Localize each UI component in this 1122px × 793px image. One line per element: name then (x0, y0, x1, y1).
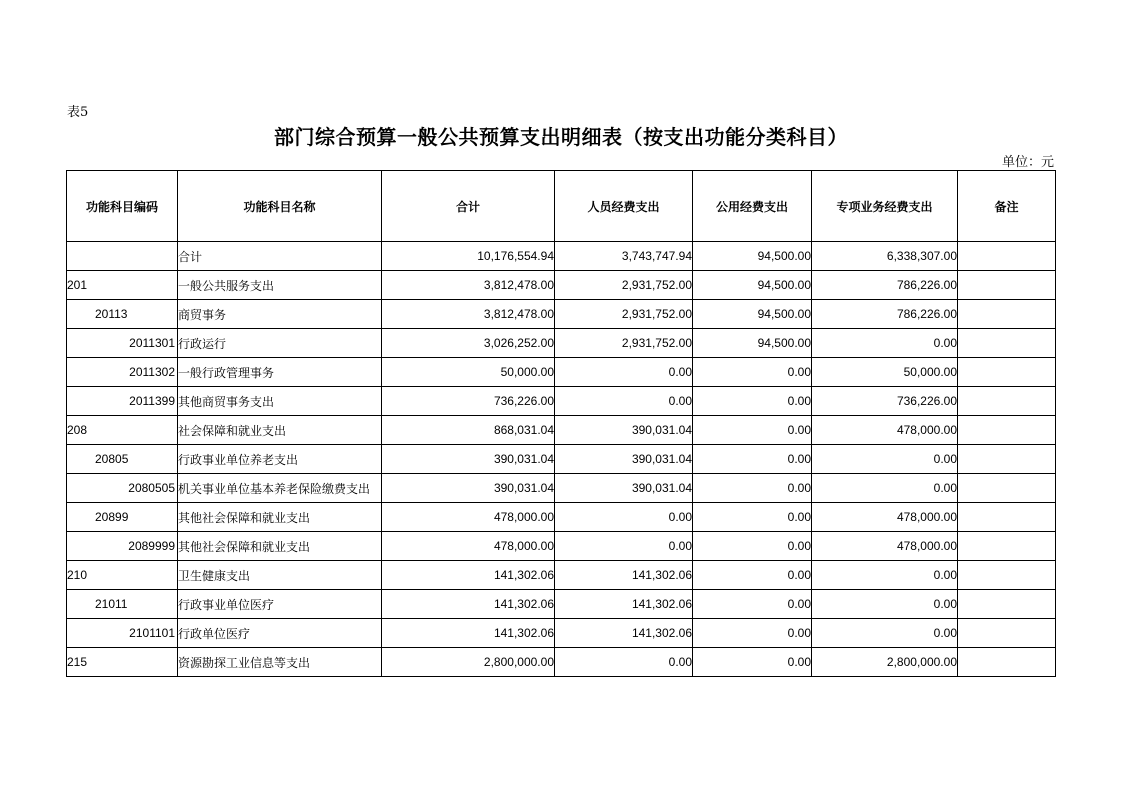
row-special: 736,226.00 (812, 387, 958, 416)
row-name: 资源勘探工业信息等支出 (178, 648, 382, 677)
row-special: 478,000.00 (812, 416, 958, 445)
row-public: 94,500.00 (693, 242, 812, 271)
row-name: 其他社会保障和就业支出 (178, 503, 382, 532)
row-remark (958, 300, 1056, 329)
row-name: 合计 (178, 242, 382, 271)
row-public: 0.00 (693, 358, 812, 387)
row-name: 卫生健康支出 (178, 561, 382, 590)
row-remark (958, 358, 1056, 387)
header-code: 功能科目编码 (67, 171, 178, 242)
table-row (67, 242, 1056, 271)
row-special: 0.00 (812, 619, 958, 648)
row-total: 141,302.06 (382, 619, 555, 648)
row-special: 50,000.00 (812, 358, 958, 387)
table-row (67, 619, 1056, 648)
row-personnel: 390,031.04 (555, 445, 693, 474)
row-remark (958, 242, 1056, 271)
row-code: 201 (67, 271, 178, 300)
row-total: 141,302.06 (382, 590, 555, 619)
row-total: 868,031.04 (382, 416, 555, 445)
row-public: 0.00 (693, 416, 812, 445)
table-row (67, 329, 1056, 358)
row-personnel: 0.00 (555, 648, 693, 677)
row-personnel: 390,031.04 (555, 474, 693, 503)
table-row (67, 358, 1056, 387)
row-personnel: 0.00 (555, 358, 693, 387)
row-total: 3,812,478.00 (382, 271, 555, 300)
row-name: 社会保障和就业支出 (178, 416, 382, 445)
row-special: 6,338,307.00 (812, 242, 958, 271)
row-total: 390,031.04 (382, 474, 555, 503)
row-code: 2101101 (67, 619, 178, 648)
row-personnel: 141,302.06 (555, 619, 693, 648)
row-total: 3,026,252.00 (382, 329, 555, 358)
table-header-row (67, 171, 1056, 242)
row-public: 0.00 (693, 619, 812, 648)
row-name: 行政单位医疗 (178, 619, 382, 648)
row-code: 20805 (67, 445, 178, 474)
table-row (67, 503, 1056, 532)
row-code: 2011301 (67, 329, 178, 358)
row-total: 478,000.00 (382, 532, 555, 561)
row-code (67, 242, 178, 271)
row-personnel: 0.00 (555, 503, 693, 532)
table-row (67, 271, 1056, 300)
table-row (67, 387, 1056, 416)
row-public: 0.00 (693, 503, 812, 532)
row-personnel: 0.00 (555, 532, 693, 561)
row-public: 0.00 (693, 387, 812, 416)
row-total: 10,176,554.94 (382, 242, 555, 271)
row-name: 一般公共服务支出 (178, 271, 382, 300)
row-name: 其他商贸事务支出 (178, 387, 382, 416)
row-code: 20899 (67, 503, 178, 532)
row-name: 机关事业单位基本养老保险缴费支出 (178, 474, 382, 503)
header-personnel: 人员经费支出 (555, 171, 693, 242)
row-name: 商贸事务 (178, 300, 382, 329)
row-total: 478,000.00 (382, 503, 555, 532)
row-remark (958, 648, 1056, 677)
row-personnel: 2,931,752.00 (555, 271, 693, 300)
row-total: 50,000.00 (382, 358, 555, 387)
row-total: 390,031.04 (382, 445, 555, 474)
unit-label: 单位：元 (1001, 155, 1054, 170)
row-special: 786,226.00 (812, 271, 958, 300)
row-special: 0.00 (812, 445, 958, 474)
row-name: 行政事业单位养老支出 (178, 445, 382, 474)
row-personnel: 0.00 (555, 387, 693, 416)
row-special: 2,800,000.00 (812, 648, 958, 677)
row-name: 其他社会保障和就业支出 (178, 532, 382, 561)
row-remark (958, 416, 1056, 445)
table-row (67, 532, 1056, 561)
row-public: 0.00 (693, 561, 812, 590)
row-special: 478,000.00 (812, 503, 958, 532)
row-personnel: 2,931,752.00 (555, 329, 693, 358)
row-public: 94,500.00 (693, 271, 812, 300)
row-total: 2,800,000.00 (382, 648, 555, 677)
row-total: 736,226.00 (382, 387, 555, 416)
row-total: 141,302.06 (382, 561, 555, 590)
row-remark (958, 387, 1056, 416)
row-public: 0.00 (693, 532, 812, 561)
table-row (67, 445, 1056, 474)
row-personnel: 3,743,747.94 (555, 242, 693, 271)
row-public: 94,500.00 (693, 329, 812, 358)
row-remark (958, 445, 1056, 474)
row-personnel: 141,302.06 (555, 590, 693, 619)
header-special: 专项业务经费支出 (812, 171, 958, 242)
row-name: 行政事业单位医疗 (178, 590, 382, 619)
row-public: 0.00 (693, 590, 812, 619)
row-code: 215 (67, 648, 178, 677)
row-name: 行政运行 (178, 329, 382, 358)
row-remark (958, 503, 1056, 532)
row-remark (958, 619, 1056, 648)
row-public: 94,500.00 (693, 300, 812, 329)
row-code: 208 (67, 416, 178, 445)
row-personnel: 141,302.06 (555, 561, 693, 590)
row-remark (958, 271, 1056, 300)
row-code: 210 (67, 561, 178, 590)
row-special: 786,226.00 (812, 300, 958, 329)
header-remark: 备注 (958, 171, 1056, 242)
table-row (67, 648, 1056, 677)
row-personnel: 390,031.04 (555, 416, 693, 445)
row-code: 2011399 (67, 387, 178, 416)
row-remark (958, 532, 1056, 561)
row-name: 一般行政管理事务 (178, 358, 382, 387)
row-code: 2089999 (67, 532, 178, 561)
row-special: 478,000.00 (812, 532, 958, 561)
row-code: 2080505 (67, 474, 178, 503)
row-public: 0.00 (693, 445, 812, 474)
header-name: 功能科目名称 (178, 171, 382, 242)
row-special: 0.00 (812, 474, 958, 503)
row-remark (958, 474, 1056, 503)
budget-table (66, 170, 1056, 677)
table-number: 表5 (67, 105, 89, 120)
row-special: 0.00 (812, 590, 958, 619)
row-remark (958, 590, 1056, 619)
row-code: 20113 (67, 300, 178, 329)
row-personnel: 2,931,752.00 (555, 300, 693, 329)
table-row (67, 561, 1056, 590)
row-special: 0.00 (812, 329, 958, 358)
row-public: 0.00 (693, 648, 812, 677)
table-row (67, 474, 1056, 503)
row-code: 21011 (67, 590, 178, 619)
row-public: 0.00 (693, 474, 812, 503)
table-row (67, 300, 1056, 329)
row-code: 2011302 (67, 358, 178, 387)
table-row (67, 590, 1056, 619)
row-total: 3,812,478.00 (382, 300, 555, 329)
header-total: 合计 (382, 171, 555, 242)
row-remark (958, 561, 1056, 590)
page-title: 部门综合预算一般公共预算支出明细表（按支出功能分类科目） (274, 125, 848, 149)
header-public: 公用经费支出 (693, 171, 812, 242)
row-special: 0.00 (812, 561, 958, 590)
row-remark (958, 329, 1056, 358)
table-row (67, 416, 1056, 445)
